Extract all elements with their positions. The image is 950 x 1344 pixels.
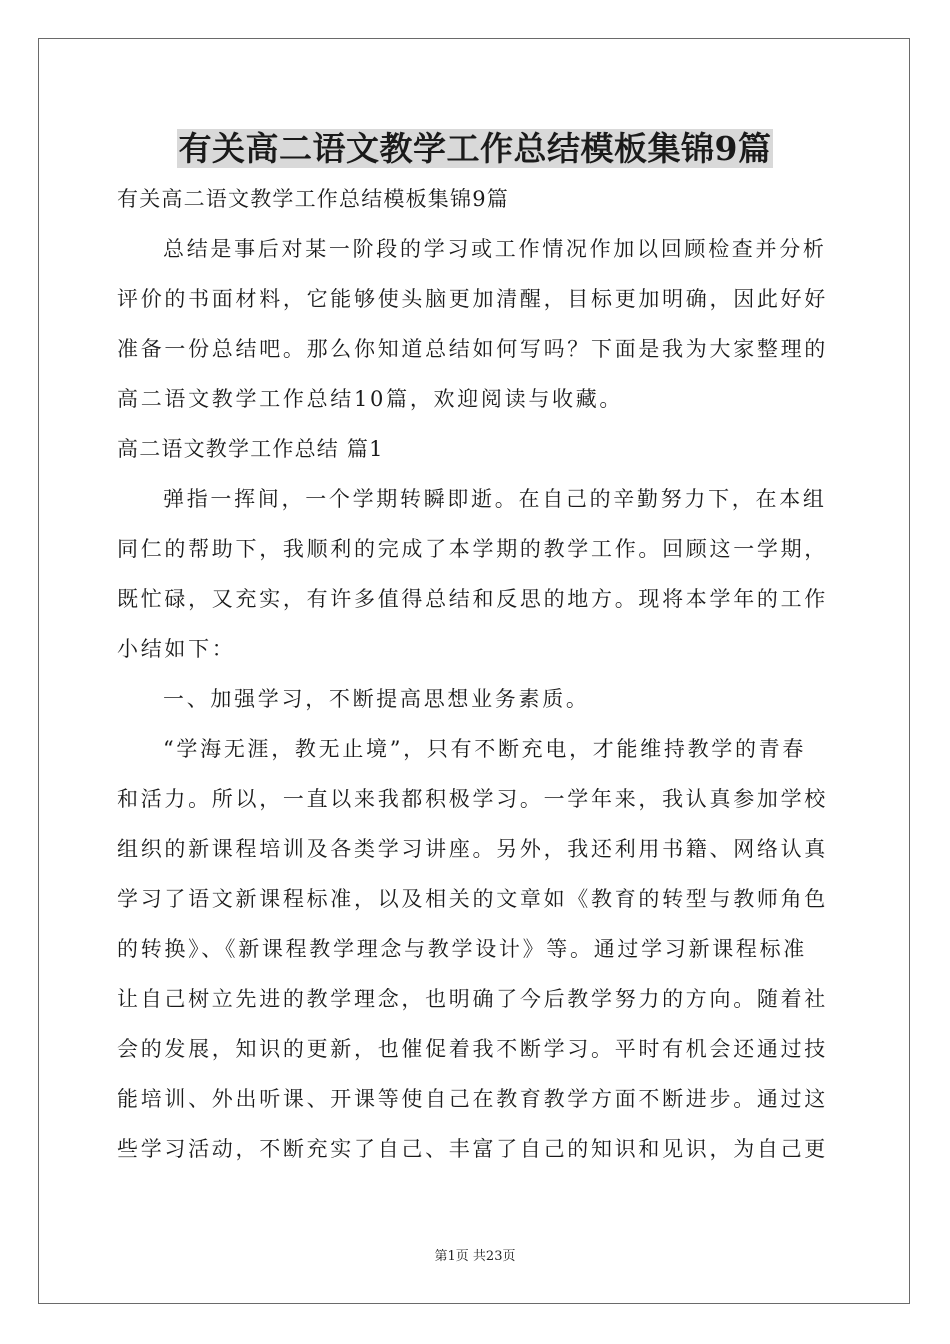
paragraph-line: 既忙碌，又充实，有许多值得总结和反思的地方。现将本学年的工作 [117,587,828,611]
paragraph-line: 会的发展，知识的更新，也催促着我不断学习。平时有机会还通过技 [117,1037,828,1061]
paragraph-line: 的转换》、《新课程教学理念与教学设计》等。通过学习新课程标准 [117,937,807,961]
paragraph-line: 一、加强学习，不断提高思想业务素质。 [163,687,590,711]
paragraph-line: 能培训、外出听课、开课等使自己在教育教学方面不断进步。通过这 [117,1087,828,1111]
paragraph-line: 高二语文教学工作总结10篇，欢迎阅读与收藏。 [117,387,624,411]
page-footer: 第1页 共23页 [434,1249,516,1264]
paragraph-line: 同仁的帮助下，我顺利的完成了本学期的教学工作。回顾这一学期， [117,537,828,561]
paragraph-line: “学海无涯，教无止境”，只有不断充电，才能维持教学的青春 [163,737,807,761]
paragraph-line: 小结如下： [117,637,236,661]
paragraph-line: 和活力。所以，一直以来我都积极学习。一学年来，我认真参加学校 [117,787,828,811]
document-title [0,124,950,174]
paragraph-line: 评价的书面材料，它能够使头脑更加清醒，目标更加明确，因此好好 [117,287,828,311]
paragraph-line: 总结是事后对某一阶段的学习或工作情况作加以回顾检查并分析 [163,237,827,261]
section-heading: 高二语文教学工作总结 篇1 [117,437,384,461]
paragraph-line: 学习了语文新课程标准，以及相关的文章如《教育的转型与教师角色 [117,887,828,911]
section-heading: 有关高二语文教学工作总结模板集锦9篇 [117,187,509,211]
paragraph-line: 些学习活动，不断充实了自己、丰富了自己的知识和见识，为自己更 [117,1137,828,1161]
paragraph-line: 准备一份总结吧。那么你知道总结如何写吗？下面是我为大家整理的 [117,337,828,361]
paragraph-line: 组织的新课程培训及各类学习讲座。另外，我还利用书籍、网络认真 [117,837,828,861]
document-body [117,174,835,1174]
document-title-text: 有关高二语文教学工作总结模板集锦9篇 [178,129,772,168]
paragraph-line: 弹指一挥间，一个学期转瞬即逝。在自己的辛勤努力下，在本组 [163,487,827,511]
paragraph-line: 让自己树立先进的教学理念，也明确了今后教学努力的方向。随着社 [117,987,828,1011]
